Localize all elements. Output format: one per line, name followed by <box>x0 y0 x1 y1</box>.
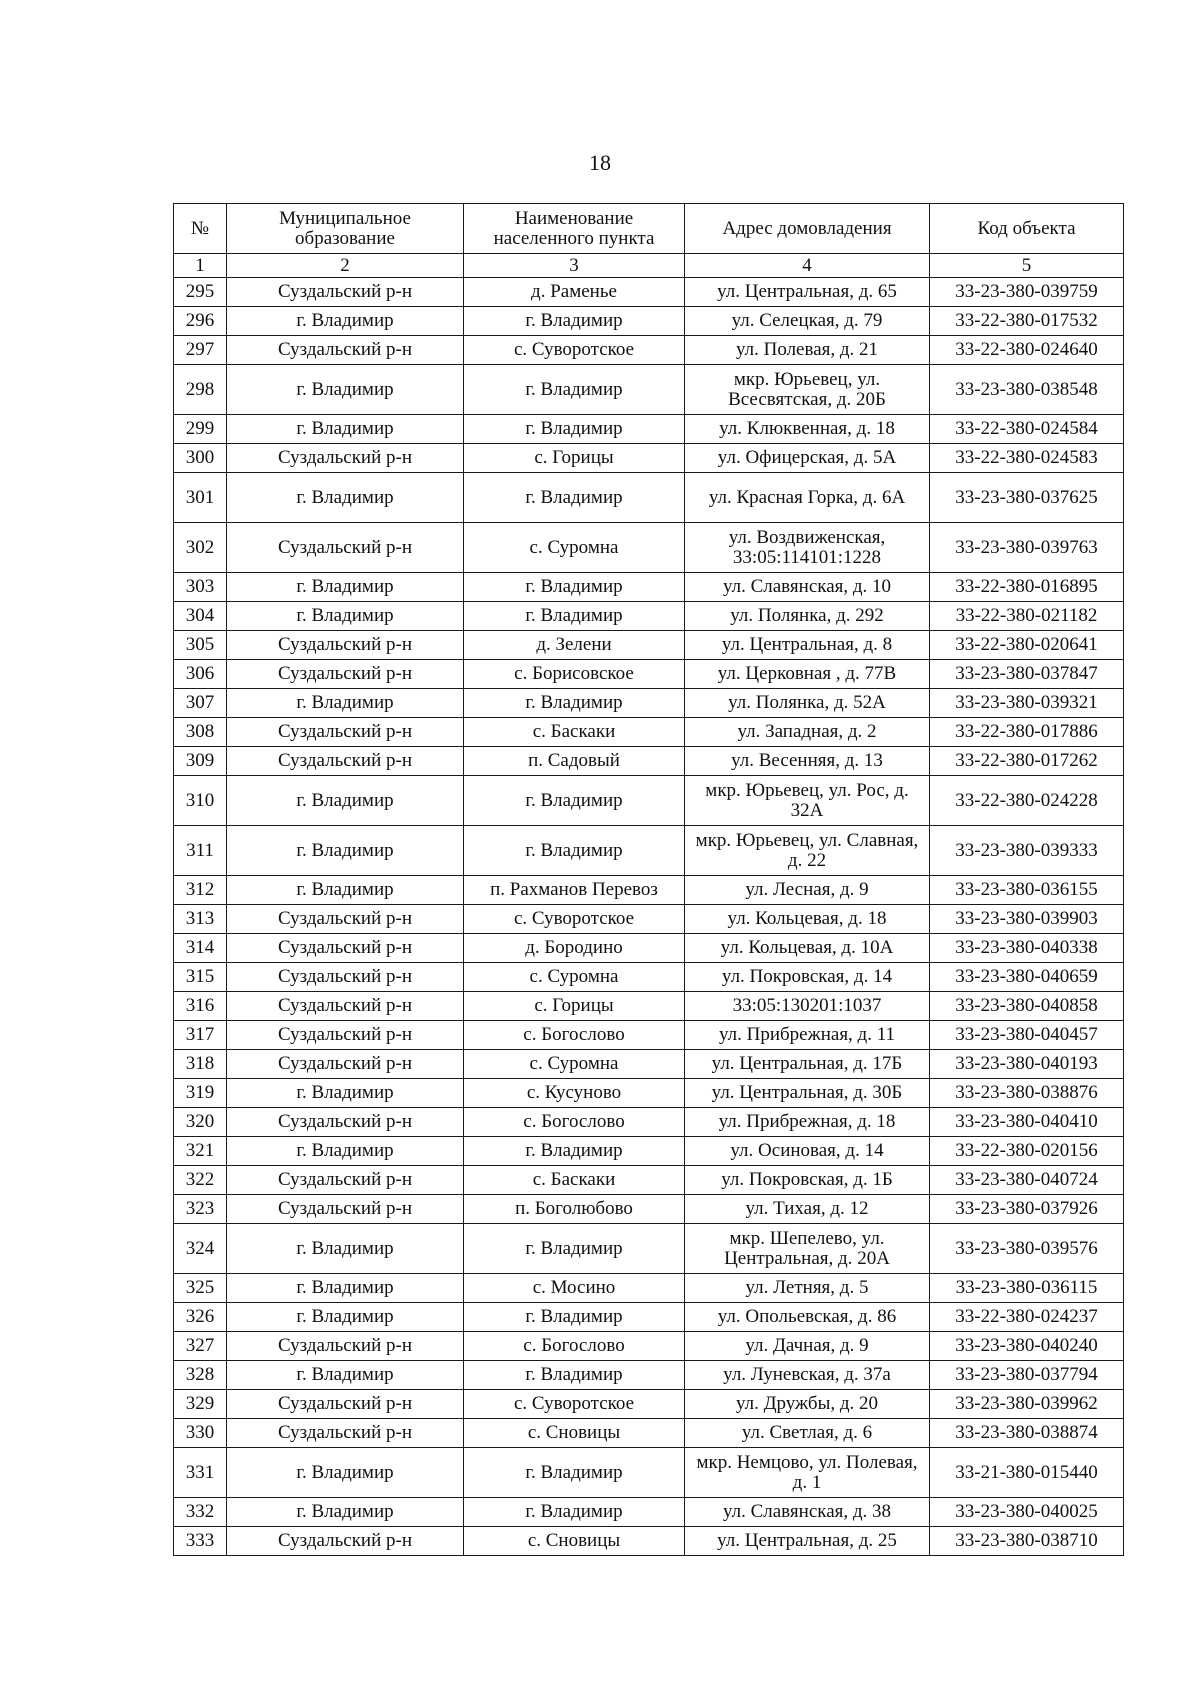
address-cell: ул. Кольцевая, д. 10А <box>685 934 930 963</box>
table-row <box>174 365 1124 415</box>
object-code-cell: 33-22-380-024640 <box>930 336 1124 365</box>
object-code-cell: 33-22-380-020156 <box>930 1137 1124 1166</box>
address-cell: ул. Летняя, д. 5 <box>685 1274 930 1303</box>
settlement-cell: д. Раменье <box>464 278 685 307</box>
address-cell: мкр. Юрьевец, ул. Рос, д. 32А <box>685 776 930 826</box>
address-cell: ул. Центральная, д. 65 <box>685 278 930 307</box>
address-cell: мкр. Немцово, ул. Полевая, д. 1 <box>685 1448 930 1498</box>
address-cell: ул. Центральная, д. 30Б <box>685 1079 930 1108</box>
municipality-cell: г. Владимир <box>227 573 464 602</box>
address-cell: ул. Тихая, д. 12 <box>685 1195 930 1224</box>
address-cell: мкр. Шепелево, ул. Центральная, д. 20А <box>685 1224 930 1274</box>
address-cell: ул. Лесная, д. 9 <box>685 876 930 905</box>
object-code-cell: 33-23-380-037847 <box>930 660 1124 689</box>
object-code-cell: 33-22-380-021182 <box>930 602 1124 631</box>
header-settlement: Наименование населенного пункта <box>464 204 685 254</box>
table-row <box>174 660 1124 689</box>
column-number: 2 <box>227 254 464 278</box>
row-number-cell: 314 <box>174 934 227 963</box>
table-row <box>174 1390 1124 1419</box>
settlement-cell: с. Сновицы <box>464 1527 685 1556</box>
settlement-cell: с. Кусуново <box>464 1079 685 1108</box>
table-row <box>174 444 1124 473</box>
municipality-cell: г. Владимир <box>227 1361 464 1390</box>
object-code-cell: 33-23-380-040025 <box>930 1498 1124 1527</box>
address-cell: 33:05:130201:1037 <box>685 992 930 1021</box>
row-number-cell: 300 <box>174 444 227 473</box>
row-number-cell: 316 <box>174 992 227 1021</box>
object-code-cell: 33-23-380-039962 <box>930 1390 1124 1419</box>
row-number-cell: 329 <box>174 1390 227 1419</box>
row-number-cell: 312 <box>174 876 227 905</box>
municipality-cell: г. Владимир <box>227 1079 464 1108</box>
address-cell: ул. Дачная, д. 9 <box>685 1332 930 1361</box>
municipality-cell: г. Владимир <box>227 1224 464 1274</box>
address-cell: ул. Прибрежная, д. 11 <box>685 1021 930 1050</box>
object-code-cell: 33-23-380-040858 <box>930 992 1124 1021</box>
municipality-cell: Суздальский р-н <box>227 336 464 365</box>
row-number-cell: 302 <box>174 523 227 573</box>
municipality-cell: Суздальский р-н <box>227 718 464 747</box>
table-body <box>174 278 1124 1556</box>
page-number: 18 <box>589 150 611 175</box>
settlement-cell: г. Владимир <box>464 473 685 523</box>
address-cell: ул. Славянская, д. 10 <box>685 573 930 602</box>
municipality-cell: Суздальский р-н <box>227 992 464 1021</box>
object-code-cell: 33-23-380-039903 <box>930 905 1124 934</box>
row-number-cell: 319 <box>174 1079 227 1108</box>
address-cell: ул. Весенняя, д. 13 <box>685 747 930 776</box>
settlement-cell: п. Боголюбово <box>464 1195 685 1224</box>
address-cell: ул. Центральная, д. 8 <box>685 631 930 660</box>
table-row <box>174 1303 1124 1332</box>
settlement-cell: с. Богослово <box>464 1021 685 1050</box>
row-number-cell: 333 <box>174 1527 227 1556</box>
table-row <box>174 1195 1124 1224</box>
row-number-cell: 305 <box>174 631 227 660</box>
settlement-cell: г. Владимир <box>464 1361 685 1390</box>
table-row <box>174 278 1124 307</box>
row-number-cell: 320 <box>174 1108 227 1137</box>
table-row <box>174 1498 1124 1527</box>
object-code-cell: 33-23-380-040410 <box>930 1108 1124 1137</box>
column-number-row <box>174 254 1124 278</box>
municipality-cell: г. Владимир <box>227 1498 464 1527</box>
municipality-cell: г. Владимир <box>227 1303 464 1332</box>
table-row <box>174 631 1124 660</box>
table-row <box>174 776 1124 826</box>
settlement-cell: с. Горицы <box>464 444 685 473</box>
municipality-cell: Суздальский р-н <box>227 1195 464 1224</box>
settlement-cell: г. Владимир <box>464 415 685 444</box>
row-number-cell: 318 <box>174 1050 227 1079</box>
settlement-cell: г. Владимир <box>464 1137 685 1166</box>
municipality-cell: Суздальский р-н <box>227 1021 464 1050</box>
address-cell: ул. Церковная , д. 77В <box>685 660 930 689</box>
municipality-cell: г. Владимир <box>227 1274 464 1303</box>
row-number-cell: 296 <box>174 307 227 336</box>
table-row <box>174 573 1124 602</box>
address-cell: ул. Полянка, д. 52А <box>685 689 930 718</box>
settlement-cell: г. Владимир <box>464 1448 685 1498</box>
header-address: Адрес домовладения <box>685 204 930 254</box>
object-code-cell: 33-23-380-036155 <box>930 876 1124 905</box>
settlement-cell: с. Борисовское <box>464 660 685 689</box>
object-code-cell: 33-23-380-040338 <box>930 934 1124 963</box>
settlement-cell: п. Садовый <box>464 747 685 776</box>
row-number-cell: 308 <box>174 718 227 747</box>
address-cell: ул. Западная, д. 2 <box>685 718 930 747</box>
table-row <box>174 1361 1124 1390</box>
column-number: 3 <box>464 254 685 278</box>
object-code-cell: 33-23-380-040193 <box>930 1050 1124 1079</box>
table-row <box>174 905 1124 934</box>
municipality-cell: Суздальский р-н <box>227 934 464 963</box>
municipality-cell: Суздальский р-н <box>227 1390 464 1419</box>
row-number-cell: 307 <box>174 689 227 718</box>
row-number-cell: 299 <box>174 415 227 444</box>
object-code-cell: 33-23-380-040724 <box>930 1166 1124 1195</box>
object-code-cell: 33-23-380-037794 <box>930 1361 1124 1390</box>
address-cell: ул. Покровская, д. 1Б <box>685 1166 930 1195</box>
municipality-cell: г. Владимир <box>227 473 464 523</box>
settlement-cell: г. Владимир <box>464 689 685 718</box>
row-number-cell: 321 <box>174 1137 227 1166</box>
settlement-cell: г. Владимир <box>464 365 685 415</box>
address-cell: ул. Луневская, д. 37а <box>685 1361 930 1390</box>
table-row <box>174 747 1124 776</box>
object-code-cell: 33-23-380-037625 <box>930 473 1124 523</box>
table-row <box>174 1527 1124 1556</box>
header-municipality: Муниципальное образование <box>227 204 464 254</box>
settlement-cell: с. Суромна <box>464 1050 685 1079</box>
municipality-cell: Суздальский р-н <box>227 747 464 776</box>
row-number-cell: 331 <box>174 1448 227 1498</box>
object-code-cell: 33-23-380-038710 <box>930 1527 1124 1556</box>
object-code-cell: 33-23-380-040240 <box>930 1332 1124 1361</box>
settlement-cell: г. Владимир <box>464 307 685 336</box>
object-code-cell: 33-23-380-036115 <box>930 1274 1124 1303</box>
municipality-cell: г. Владимир <box>227 602 464 631</box>
address-cell: мкр. Юрьевец, ул. Всесвятская, д. 20Б <box>685 365 930 415</box>
municipality-cell: г. Владимир <box>227 415 464 444</box>
row-number-cell: 324 <box>174 1224 227 1274</box>
object-code-cell: 33-23-380-039576 <box>930 1224 1124 1274</box>
row-number-cell: 323 <box>174 1195 227 1224</box>
table-row <box>174 1274 1124 1303</box>
column-number: 4 <box>685 254 930 278</box>
address-cell: ул. Клюквенная, д. 18 <box>685 415 930 444</box>
settlement-cell: г. Владимир <box>464 1224 685 1274</box>
settlement-cell: с. Сновицы <box>464 1419 685 1448</box>
row-number-cell: 317 <box>174 1021 227 1050</box>
row-number-cell: 315 <box>174 963 227 992</box>
table-row <box>174 307 1124 336</box>
municipality-cell: г. Владимир <box>227 1137 464 1166</box>
table-row <box>174 826 1124 876</box>
address-cell: ул. Воздвиженская, 33:05:114101:1228 <box>685 523 930 573</box>
table-row <box>174 689 1124 718</box>
object-code-cell: 33-23-380-039759 <box>930 278 1124 307</box>
row-number-cell: 310 <box>174 776 227 826</box>
table-row <box>174 1332 1124 1361</box>
table-row <box>174 1448 1124 1498</box>
object-code-cell: 33-23-380-038876 <box>930 1079 1124 1108</box>
row-number-cell: 325 <box>174 1274 227 1303</box>
municipality-cell: г. Владимир <box>227 307 464 336</box>
row-number-cell: 306 <box>174 660 227 689</box>
row-number-cell: 309 <box>174 747 227 776</box>
table-row <box>174 1108 1124 1137</box>
object-code-cell: 33-22-380-024584 <box>930 415 1124 444</box>
address-cell: ул. Офицерская, д. 5А <box>685 444 930 473</box>
object-code-cell: 33-22-380-024228 <box>930 776 1124 826</box>
table-row <box>174 415 1124 444</box>
municipality-cell: Суздальский р-н <box>227 444 464 473</box>
object-code-cell: 33-23-380-040457 <box>930 1021 1124 1050</box>
settlement-cell: с. Баскаки <box>464 1166 685 1195</box>
municipality-cell: Суздальский р-н <box>227 905 464 934</box>
address-cell: ул. Славянская, д. 38 <box>685 1498 930 1527</box>
municipality-cell: Суздальский р-н <box>227 1108 464 1137</box>
address-cell: ул. Полевая, д. 21 <box>685 336 930 365</box>
column-number: 1 <box>174 254 227 278</box>
row-number-cell: 304 <box>174 602 227 631</box>
header-object-code: Код объекта <box>930 204 1124 254</box>
object-code-cell: 33-23-380-040659 <box>930 963 1124 992</box>
table-row <box>174 473 1124 523</box>
row-number-cell: 301 <box>174 473 227 523</box>
municipality-cell: г. Владимир <box>227 365 464 415</box>
object-code-cell: 33-22-380-017262 <box>930 747 1124 776</box>
settlement-cell: с. Горицы <box>464 992 685 1021</box>
address-cell: ул. Полянка, д. 292 <box>685 602 930 631</box>
settlement-cell: д. Бородино <box>464 934 685 963</box>
object-code-cell: 33-23-380-038548 <box>930 365 1124 415</box>
settlement-cell: с. Богослово <box>464 1332 685 1361</box>
municipality-cell: Суздальский р-н <box>227 1166 464 1195</box>
address-cell: ул. Прибрежная, д. 18 <box>685 1108 930 1137</box>
object-code-cell: 33-22-380-024583 <box>930 444 1124 473</box>
object-code-cell: 33-23-380-039333 <box>930 826 1124 876</box>
municipality-cell: Суздальский р-н <box>227 523 464 573</box>
table-row <box>174 1021 1124 1050</box>
municipality-cell: Суздальский р-н <box>227 1419 464 1448</box>
row-number-cell: 311 <box>174 826 227 876</box>
settlement-cell: д. Зелени <box>464 631 685 660</box>
object-code-cell: 33-22-380-017886 <box>930 718 1124 747</box>
municipality-cell: Суздальский р-н <box>227 963 464 992</box>
address-cell: ул. Селецкая, д. 79 <box>685 307 930 336</box>
municipality-cell: г. Владимир <box>227 876 464 905</box>
settlement-cell: с. Суворотское <box>464 1390 685 1419</box>
municipality-cell: Суздальский р-н <box>227 631 464 660</box>
settlement-cell: п. Рахманов Перевоз <box>464 876 685 905</box>
settlement-cell: г. Владимир <box>464 1498 685 1527</box>
row-number-cell: 298 <box>174 365 227 415</box>
registry-table <box>173 203 1124 1556</box>
row-number-cell: 327 <box>174 1332 227 1361</box>
municipality-cell: Суздальский р-н <box>227 1050 464 1079</box>
row-number-cell: 303 <box>174 573 227 602</box>
table-row <box>174 1224 1124 1274</box>
settlement-cell: с. Суромна <box>464 523 685 573</box>
municipality-cell: Суздальский р-н <box>227 1332 464 1361</box>
municipality-cell: г. Владимир <box>227 1448 464 1498</box>
address-cell: ул. Кольцевая, д. 18 <box>685 905 930 934</box>
row-number-cell: 313 <box>174 905 227 934</box>
municipality-cell: Суздальский р-н <box>227 278 464 307</box>
object-code-cell: 33-22-380-024237 <box>930 1303 1124 1332</box>
settlement-cell: г. Владимир <box>464 602 685 631</box>
table-row <box>174 992 1124 1021</box>
settlement-cell: г. Владимир <box>464 776 685 826</box>
table-row <box>174 1137 1124 1166</box>
object-code-cell: 33-23-380-038874 <box>930 1419 1124 1448</box>
header-number: № <box>174 204 227 254</box>
column-number: 5 <box>930 254 1124 278</box>
object-code-cell: 33-22-380-017532 <box>930 307 1124 336</box>
municipality-cell: г. Владимир <box>227 776 464 826</box>
address-cell: мкр. Юрьевец, ул. Славная, д. 22 <box>685 826 930 876</box>
settlement-cell: г. Владимир <box>464 826 685 876</box>
row-number-cell: 330 <box>174 1419 227 1448</box>
table-row <box>174 336 1124 365</box>
municipality-cell: Суздальский р-н <box>227 660 464 689</box>
municipality-cell: Суздальский р-н <box>227 1527 464 1556</box>
table-row <box>174 602 1124 631</box>
row-number-cell: 326 <box>174 1303 227 1332</box>
row-number-cell: 332 <box>174 1498 227 1527</box>
table-row <box>174 718 1124 747</box>
table-row <box>174 963 1124 992</box>
address-cell: ул. Центральная, д. 25 <box>685 1527 930 1556</box>
municipality-cell: г. Владимир <box>227 689 464 718</box>
table-row <box>174 1419 1124 1448</box>
table-row <box>174 934 1124 963</box>
row-number-cell: 295 <box>174 278 227 307</box>
settlement-cell: с. Мосино <box>464 1274 685 1303</box>
table-row <box>174 1079 1124 1108</box>
table-row <box>174 523 1124 573</box>
object-code-cell: 33-22-380-016895 <box>930 573 1124 602</box>
settlement-cell: г. Владимир <box>464 1303 685 1332</box>
object-code-cell: 33-23-380-037926 <box>930 1195 1124 1224</box>
object-code-cell: 33-23-380-039763 <box>930 523 1124 573</box>
municipality-cell: г. Владимир <box>227 826 464 876</box>
address-cell: ул. Светлая, д. 6 <box>685 1419 930 1448</box>
address-cell: ул. Дружбы, д. 20 <box>685 1390 930 1419</box>
table-row <box>174 1050 1124 1079</box>
object-code-cell: 33-21-380-015440 <box>930 1448 1124 1498</box>
row-number-cell: 297 <box>174 336 227 365</box>
settlement-cell: с. Суромна <box>464 963 685 992</box>
settlement-cell: г. Владимир <box>464 573 685 602</box>
header-row <box>174 204 1124 254</box>
table-header <box>174 204 1124 278</box>
address-cell: ул. Осиновая, д. 14 <box>685 1137 930 1166</box>
row-number-cell: 322 <box>174 1166 227 1195</box>
address-cell: ул. Красная Горка, д. 6А <box>685 473 930 523</box>
settlement-cell: с. Суворотское <box>464 905 685 934</box>
table-row <box>174 1166 1124 1195</box>
address-cell: ул. Центральная, д. 17Б <box>685 1050 930 1079</box>
settlement-cell: с. Суворотское <box>464 336 685 365</box>
settlement-cell: с. Богослово <box>464 1108 685 1137</box>
object-code-cell: 33-23-380-039321 <box>930 689 1124 718</box>
settlement-cell: с. Баскаки <box>464 718 685 747</box>
address-cell: ул. Опольевская, д. 86 <box>685 1303 930 1332</box>
table-row <box>174 876 1124 905</box>
address-cell: ул. Покровская, д. 14 <box>685 963 930 992</box>
row-number-cell: 328 <box>174 1361 227 1390</box>
object-code-cell: 33-22-380-020641 <box>930 631 1124 660</box>
